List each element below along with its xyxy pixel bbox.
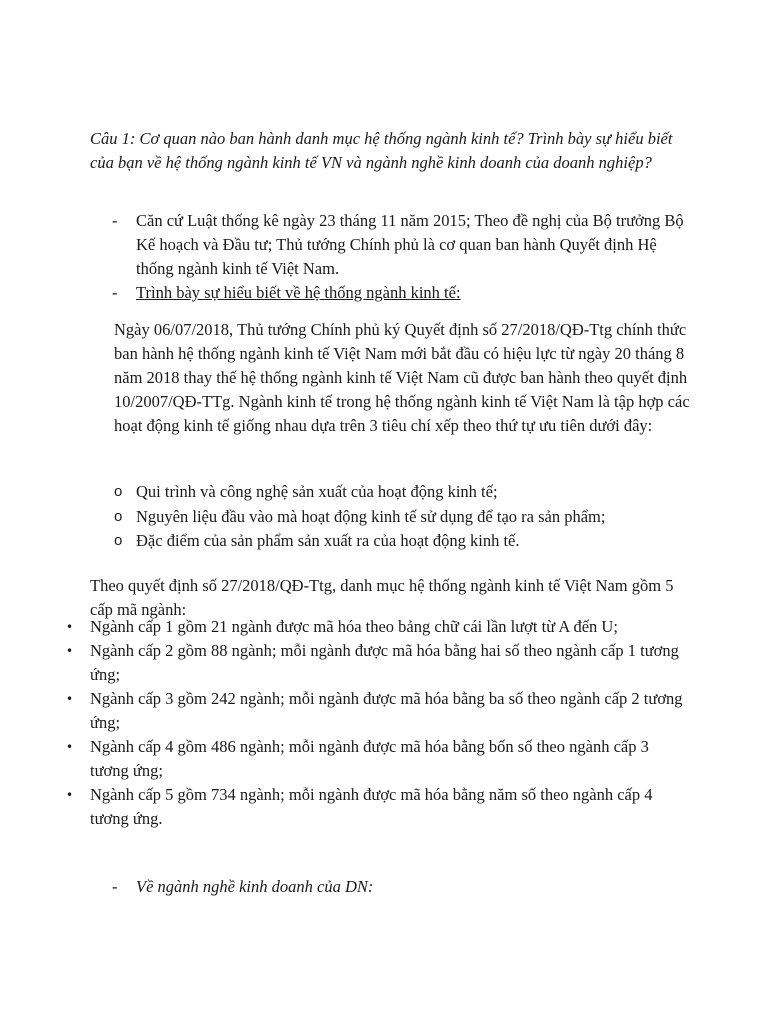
level-text: Ngành cấp 3 gồm 242 ngành; mỗi ngành được mã hóa bằng ba số theo ngành cấp 2 tương ứng; bbox=[90, 689, 683, 732]
bullet-marker: • bbox=[66, 788, 74, 802]
bullet-marker: • bbox=[66, 740, 74, 754]
section-label: Về ngành nghề kinh doanh của DN: bbox=[136, 877, 374, 896]
level-text: Ngành cấp 4 gồm 486 ngành; mỗi ngành được mã hóa bằng bốn số theo ngành cấp 3 tương ứng; bbox=[90, 737, 649, 780]
dash-item-text: Căn cứ Luật thống kê ngày 23 tháng 11 năm 2015; Theo đề nghị của Bộ trưởng Bộ Kế hoạch và Đầu tư; Thủ tướng Chính phủ là cơ quan ban hành Quyết định Hệ thống ngành kinh tế Việt Nam. bbox=[136, 211, 684, 278]
dash-list bbox=[90, 875, 690, 899]
bullet-marker: • bbox=[66, 644, 74, 658]
list-item bbox=[114, 529, 690, 554]
list-item bbox=[66, 639, 690, 687]
criteria-text: Qui trình và công nghệ sản xuất của hoạt động kinh tế; bbox=[136, 482, 498, 501]
list-item bbox=[114, 480, 690, 505]
paragraph: Theo quyết định số 27/2018/QĐ-Ttg, danh mục hệ thống ngành kinh tế Việt Nam gồm 5 cấp mã ngành: bbox=[90, 576, 674, 619]
circle-marker: o bbox=[114, 483, 123, 500]
list-item bbox=[66, 783, 690, 831]
criteria-list bbox=[114, 480, 690, 554]
section-label: Trình bày sự hiểu biết về hệ thống ngành kinh tế: bbox=[136, 283, 461, 302]
levels-list bbox=[66, 615, 690, 831]
dash-marker: - bbox=[112, 211, 118, 230]
list-item bbox=[66, 615, 690, 639]
level-text: Ngành cấp 2 gồm 88 ngành; mỗi ngành được mã hóa bằng hai số theo ngành cấp 1 tương ứng; bbox=[90, 641, 679, 684]
list-item bbox=[66, 735, 690, 783]
question-heading: Câu 1: Cơ quan nào ban hành danh mục hệ thống ngành kinh tế? Trình bày sự hiểu biết của bạn về hệ thống ngành kinh tế VN và ngành nghề kinh doanh của doanh nghiệp? bbox=[90, 129, 673, 172]
dash-marker: - bbox=[112, 877, 118, 896]
bullet-marker: • bbox=[66, 692, 74, 706]
level-text: Ngành cấp 5 gồm 734 ngành; mỗi ngành được mã hóa bằng năm số theo ngành cấp 4 tương ứng. bbox=[90, 785, 653, 828]
list-item bbox=[114, 505, 690, 530]
list-item bbox=[90, 281, 690, 305]
level-text: Ngành cấp 1 gồm 21 ngành được mã hóa theo bảng chữ cái lần lượt từ A đến U; bbox=[90, 617, 618, 636]
criteria-text: Nguyên liệu đầu vào mà hoạt động kinh tế sử dụng để tạo ra sản phẩm; bbox=[136, 506, 606, 526]
bullet-marker: • bbox=[66, 620, 74, 634]
circle-marker: o bbox=[114, 507, 123, 525]
list-item bbox=[66, 687, 690, 735]
list-item bbox=[90, 875, 690, 899]
circle-marker: o bbox=[114, 532, 123, 549]
dash-marker: - bbox=[112, 283, 118, 302]
paragraph: Ngày 06/07/2018, Thủ tướng Chính phủ ký Quyết định số 27/2018/QĐ-Ttg chính thức ban hành hệ thống ngành kinh tế Việt Nam mới bắt đầu có hiệu lực từ ngày 20 tháng 8 năm 2018 thay thế hệ thống ngành kinh tế Việt Nam cũ được ban hành theo quyết định 10/2007/QĐ-TTg. Ngành kinh tế trong hệ thống ngành kinh tế Việt Nam là tập hợp các hoạt động kinh tế giống nhau dựa trên 3 tiêu chí xếp theo thứ tự ưu tiên dưới đây: bbox=[114, 320, 690, 435]
criteria-text: Đặc điểm của sản phẩm sản xuất ra của hoạt động kinh tế. bbox=[136, 531, 520, 550]
dash-list bbox=[90, 209, 690, 305]
list-item bbox=[90, 209, 690, 281]
